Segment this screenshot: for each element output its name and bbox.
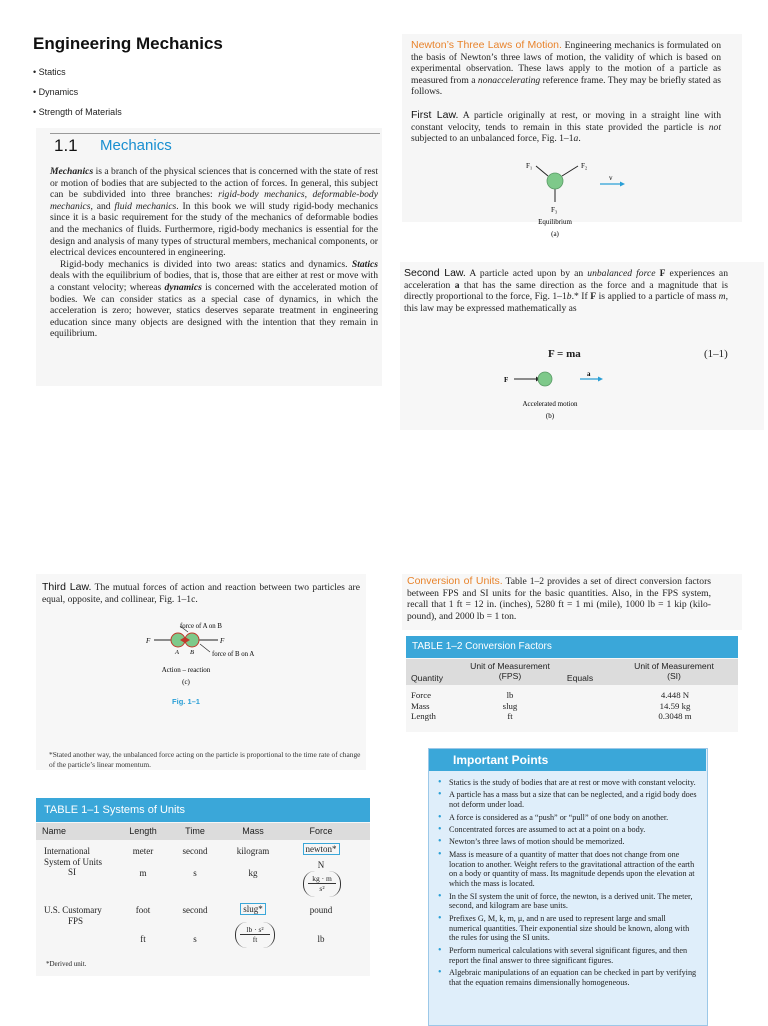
label-a-particle: A — [175, 649, 179, 656]
first-law-paragraph: First Law. A particle originally at rest, or moving in a straight line with constant velocity, tends to remain in this state provided the particle is not subjected to an unbalanced force, Fig. 1–1a. — [411, 109, 721, 145]
list-item: • Perform numerical calculations with several significant figures, and then report the final answer to three significant figures. — [436, 946, 698, 966]
second-law-paragraph: Second Law. A particle acted upon by an unbalanced force F experiences an acceleration a that has the same direction as the force and a magnitude that is directly proportional to the force, Fig. 1–1b.* If F is applied to a particle of mass m, this law may be expressed mathematically as — [404, 267, 728, 314]
figure-action-reaction — [140, 620, 280, 710]
si-force: newton* — [300, 844, 342, 854]
particle-ball — [538, 372, 552, 386]
equation-f-ma: F = ma — [548, 348, 581, 360]
section-number: 1.1 — [54, 136, 78, 155]
si-length: meter — [132, 846, 154, 856]
column-header-equals: Equals — [566, 673, 594, 683]
label-f1: F₁ — [526, 162, 533, 170]
list-item: • Statics is the study of bodies that are at rest or move with constant velocity. — [436, 778, 698, 788]
label-a: a — [587, 370, 591, 378]
us-time-symbol: s — [193, 934, 197, 944]
si-force-symbol: N — [317, 860, 325, 870]
caption-equilibrium: Equilibrium — [538, 218, 572, 226]
column-header-mass: Mass — [242, 826, 264, 836]
label-force-a-on-b: force of A on B — [180, 623, 222, 630]
si-force-formula: kg · m s² — [303, 871, 341, 897]
table-1-2-si-column: 4.448 N 14.59 kg 0.3048 m — [658, 690, 692, 721]
topic-strength-of-materials: • Strength of Materials — [33, 107, 122, 117]
section-rule — [50, 133, 380, 134]
table-row: Length — [411, 711, 436, 721]
page-title: Engineering Mechanics — [33, 34, 223, 53]
us-mass-formula: lb · s² ft — [235, 922, 275, 948]
label-f-left: F — [146, 637, 151, 645]
term-statics: Statics — [351, 258, 378, 270]
column-header-length: Length — [129, 826, 157, 836]
part-b: (b) — [545, 412, 555, 420]
label-f-right: F — [220, 637, 225, 645]
us-length: foot — [135, 905, 151, 915]
topic-dynamics: • Dynamics — [33, 87, 79, 97]
important-points-list — [436, 778, 698, 990]
column-header-fps: Unit of Measurement (FPS) — [470, 661, 550, 681]
table-1-2-quantity-column — [411, 690, 436, 722]
column-header-quantity: Quantity — [411, 673, 444, 683]
mechanics-paragraph-2: Rigid-body mechanics is divided into two areas: statics and dynamics. Statics deals with the equilibrium of bodies, that is, those that are either at rest or move with a constant velocity; whereas dynamics is concerned with the accelerated motion of bodies. We can consider statics as a special case of dynamics, in which the acceleration is zero; however, statics deserves separate treatment in engineering education since many objects are designed with the intention that they remain in equilibrium. — [50, 258, 379, 340]
list-item: • A particle has a mass but a size that can be neglected, and a rigid body does not deform under load. — [436, 790, 698, 810]
mechanics-paragraph-1: Mechanics is a branch of the physical sciences that is concerned with the state of rest or motion of bodies that are subjected to the action of forces. In general, this subject can be subdivided into three branches: rigid-body mechanics, deformable-body mechanics, and fluid mechanics. In this book we will study rigid-body mechanics since it is a basic requirement for the study of the mechanics of deformable bodies and the mechanics of fluids. Furthermore, rigid-body mechanics is essential for the design and analysis of many types of structural members, mechanical components, or electrical devices encountered in engineering. — [50, 166, 378, 259]
us-length-symbol: ft — [140, 934, 146, 944]
figure-accelerated-motion — [500, 366, 620, 428]
second-law-heading: Second Law. — [404, 267, 466, 279]
label-v: v — [609, 174, 613, 182]
table-row: Mass — [411, 700, 430, 711]
figure-label: Fig. 1–1 — [172, 697, 200, 706]
term-dynamics: dynamics — [164, 281, 202, 293]
mechanics-text — [50, 166, 378, 340]
list-item: • In the SI system the unit of force, the newton, is a derived unit. The meter, second, and kilogram are base units. — [436, 892, 698, 912]
label-force-b-on-a: force of B on A — [212, 651, 255, 658]
row-us-name: U.S. Customary FPS — [44, 905, 102, 926]
force-f1-arrow — [536, 166, 548, 176]
list-item: • Concentrated forces are assumed to act at a point on a body. — [436, 825, 698, 835]
column-header-time: Time — [185, 826, 205, 836]
us-mass: slug* — [228, 904, 278, 914]
important-points-heading: Important Points — [429, 749, 706, 771]
si-time-symbol: s — [193, 868, 197, 878]
label-f: F — [504, 376, 509, 384]
figure-equilibrium — [520, 158, 640, 248]
table-row: Force — [411, 690, 432, 700]
section-title: Mechanics — [100, 137, 172, 154]
si-length-symbol: m — [139, 868, 147, 878]
row-si-name: International System of Units SI — [44, 846, 103, 877]
caption-action-reaction: Action – reaction — [161, 666, 211, 674]
label-b-particle: B — [190, 649, 194, 656]
list-item: • Newton’s three laws of motion should be memorized. — [436, 837, 698, 847]
topic-statics: • Statics — [33, 67, 66, 77]
conversion-heading: Conversion of Units. — [407, 575, 503, 587]
column-header-force: Force — [309, 826, 333, 836]
leader-b-on-a — [200, 644, 210, 652]
first-law-heading: First Law. — [411, 109, 459, 121]
third-law-heading: Third Law. — [42, 581, 92, 593]
label-f2: F₂ — [581, 162, 588, 170]
si-mass: kilogram — [236, 846, 270, 856]
label-f3: F₃ — [551, 206, 558, 214]
conversion-paragraph: Conversion of Units. Table 1–2 provides a set of direct conversion factors between FPS and SI units for the basic quantities. Also, in the FPS system, recall that 1 ft = 12 in. (inches), 5280 ft = 1 mi (mile), 1000 lb = 1 kip (kilo-pound), and 2000 lb = 1 ton. — [407, 575, 711, 622]
force-f2-arrow — [562, 166, 578, 176]
caption-accelerated-motion: Accelerated motion — [522, 400, 578, 408]
us-force-symbol: lb — [317, 934, 325, 944]
table-1-1-footnote: *Derived unit. — [46, 960, 87, 968]
us-force: pound — [309, 905, 333, 915]
table-1-1-title: TABLE 1–1 Systems of Units — [36, 798, 370, 822]
us-time: second — [182, 905, 208, 915]
part-a: (a) — [551, 230, 559, 238]
si-time: second — [182, 846, 208, 856]
newton-laws-heading: Newton’s Three Laws of Motion. — [411, 39, 562, 51]
table-1-2-title: TABLE 1–2 Conversion Factors — [406, 636, 738, 658]
list-item: • Prefixes G, M, k, m, μ, and n are used to represent large and small numerical quantities. Their exponential size should be known, along with the rules for using the SI units. — [436, 914, 698, 943]
list-item: • A force is considered as a “push” or “pull” of one body on another. — [436, 813, 698, 823]
particle-ball — [547, 173, 563, 189]
column-header-si: Unit of Measurement (SI) — [634, 661, 714, 681]
equation-number: (1–1) — [704, 348, 728, 360]
newton-laws-paragraph: Newton’s Three Laws of Motion. Engineering mechanics is formulated on the basis of Newton’s three laws of motion, the validity of which is based on experimental observation. These laws apply to the motion of a particle as measured from a nonaccelerating reference frame. They may be briefly stated as follows. — [411, 39, 722, 98]
footnote: *Stated another way, the unbalanced force acting on the particle is proportional to the time rate of change of the particle’s linear momentum. — [49, 750, 361, 769]
third-law-paragraph: Third Law. The mutual forces of action and reaction between two particles are equal, opposite, and collinear, Fig. 1–1c. — [42, 581, 360, 605]
acceleration-arrowhead — [598, 377, 603, 382]
part-c: (c) — [182, 678, 190, 686]
column-header-name: Name — [42, 826, 67, 836]
si-mass-symbol: kg — [248, 868, 258, 878]
list-item: • Algebraic manipulations of an equation can be checked in part by verifying that the equation remains dimensionally homogeneous. — [436, 968, 698, 988]
list-item: • Mass is measure of a quantity of matter that does not change from one location to another. Weight refers to the gravitational attraction of the earth on a body or quantity of mass. Its magnitude depends upon the elevation at which the mass is located. — [436, 850, 698, 889]
term-mechanics: Mechanics — [50, 166, 94, 177]
velocity-arrowhead — [620, 182, 625, 187]
table-1-2-fps-column: lb slug ft — [502, 690, 518, 721]
